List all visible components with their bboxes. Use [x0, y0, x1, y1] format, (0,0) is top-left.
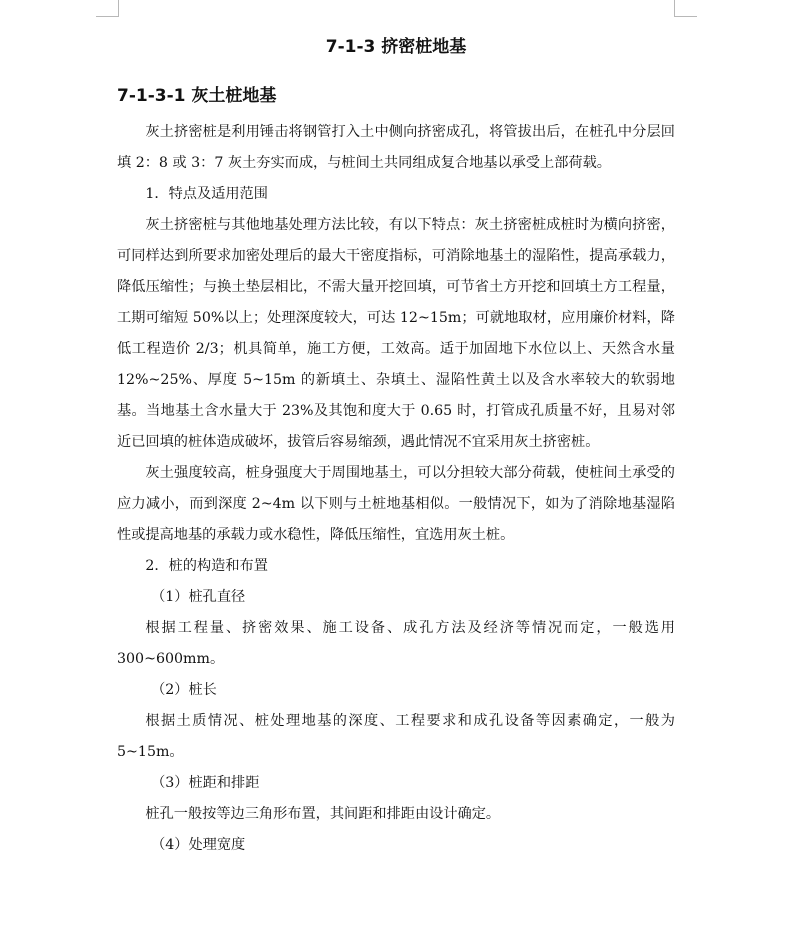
list-item-structure-label: 2．桩的构造和布置: [145, 558, 268, 574]
sub-item-diameter-label: （1）桩孔直径: [151, 589, 246, 605]
document-page: [117, 30, 675, 861]
paragraph-features: 灰土挤密桩与其他地基处理方法比较，有以下特点：灰土挤密桩成桩时为横向挤密，可同样达到所要求加密处理后的最大干密度指标，可消除地基土的湿陷性，提高承载力，降低压缩性；与换土垫层相比，不需大量开挖回填，可节省土方开挖和回填土方工程量，工期可缩短 50%以上；处理深度较大，可达 12~15m；可就地取材，应用廉价材料，降低工程造价 2/3；机具简单，施工方便，工效高。适于加固地下水位以上、天然含水量 12%~25%、厚度 5~15m 的新填土、杂填土、湿陷性黄土以及含水率较大的软弱地基。当地基土含水量大于 23%及其饱和度大于 0.65 时，打管成孔质量不好，且易对邻近已回填的桩体造成破坏，拔管后容易缩颈，遇此情况不宜采用灰土挤密桩。: [117, 217, 675, 450]
sub-item-length-label: （2）桩长: [151, 682, 217, 698]
sub-item-spacing-label: （3）桩距和排距: [151, 775, 260, 791]
paragraph-length: 根据土质情况、桩处理地基的深度、工程要求和成孔设备等因素确定，一般为 5~15m。: [117, 713, 675, 760]
paragraph-diameter: 根据工程量、挤密效果、施工设备、成孔方法及经济等情况而定，一般选用 300~600mm。: [117, 620, 675, 667]
paragraph-spacing: 桩孔一般按等边三角形布置，其间距和排距由设计确定。: [145, 806, 501, 822]
page-corner-mark-right: [674, 0, 697, 17]
section-heading: 7-1-3-1 灰土桩地基: [117, 86, 277, 106]
document-title: 7-1-3 挤密桩地基: [325, 37, 467, 57]
paragraph-intro: 灰土挤密桩是利用锤击将钢管打入土中侧向挤密成孔，将管拔出后，在桩孔中分层回填 2：8 或 3：7 灰土夯实而成，与桩间土共同组成复合地基以承受上部荷载。: [117, 124, 675, 171]
sub-item-width-label: （4）处理宽度: [151, 837, 246, 853]
page-corner-mark-left: [96, 0, 119, 17]
list-item-features-label: 1．特点及适用范围: [145, 186, 268, 202]
paragraph-strength: 灰土强度较高，桩身强度大于周围地基土，可以分担较大部分荷载，使桩间土承受的应力减小，而到深度 2~4m 以下则与土桩地基相似。一般情况下，如为了消除地基湿陷性或提高地基的承载力或水稳性，降低压缩性，宜选用灰土桩。: [117, 465, 675, 543]
